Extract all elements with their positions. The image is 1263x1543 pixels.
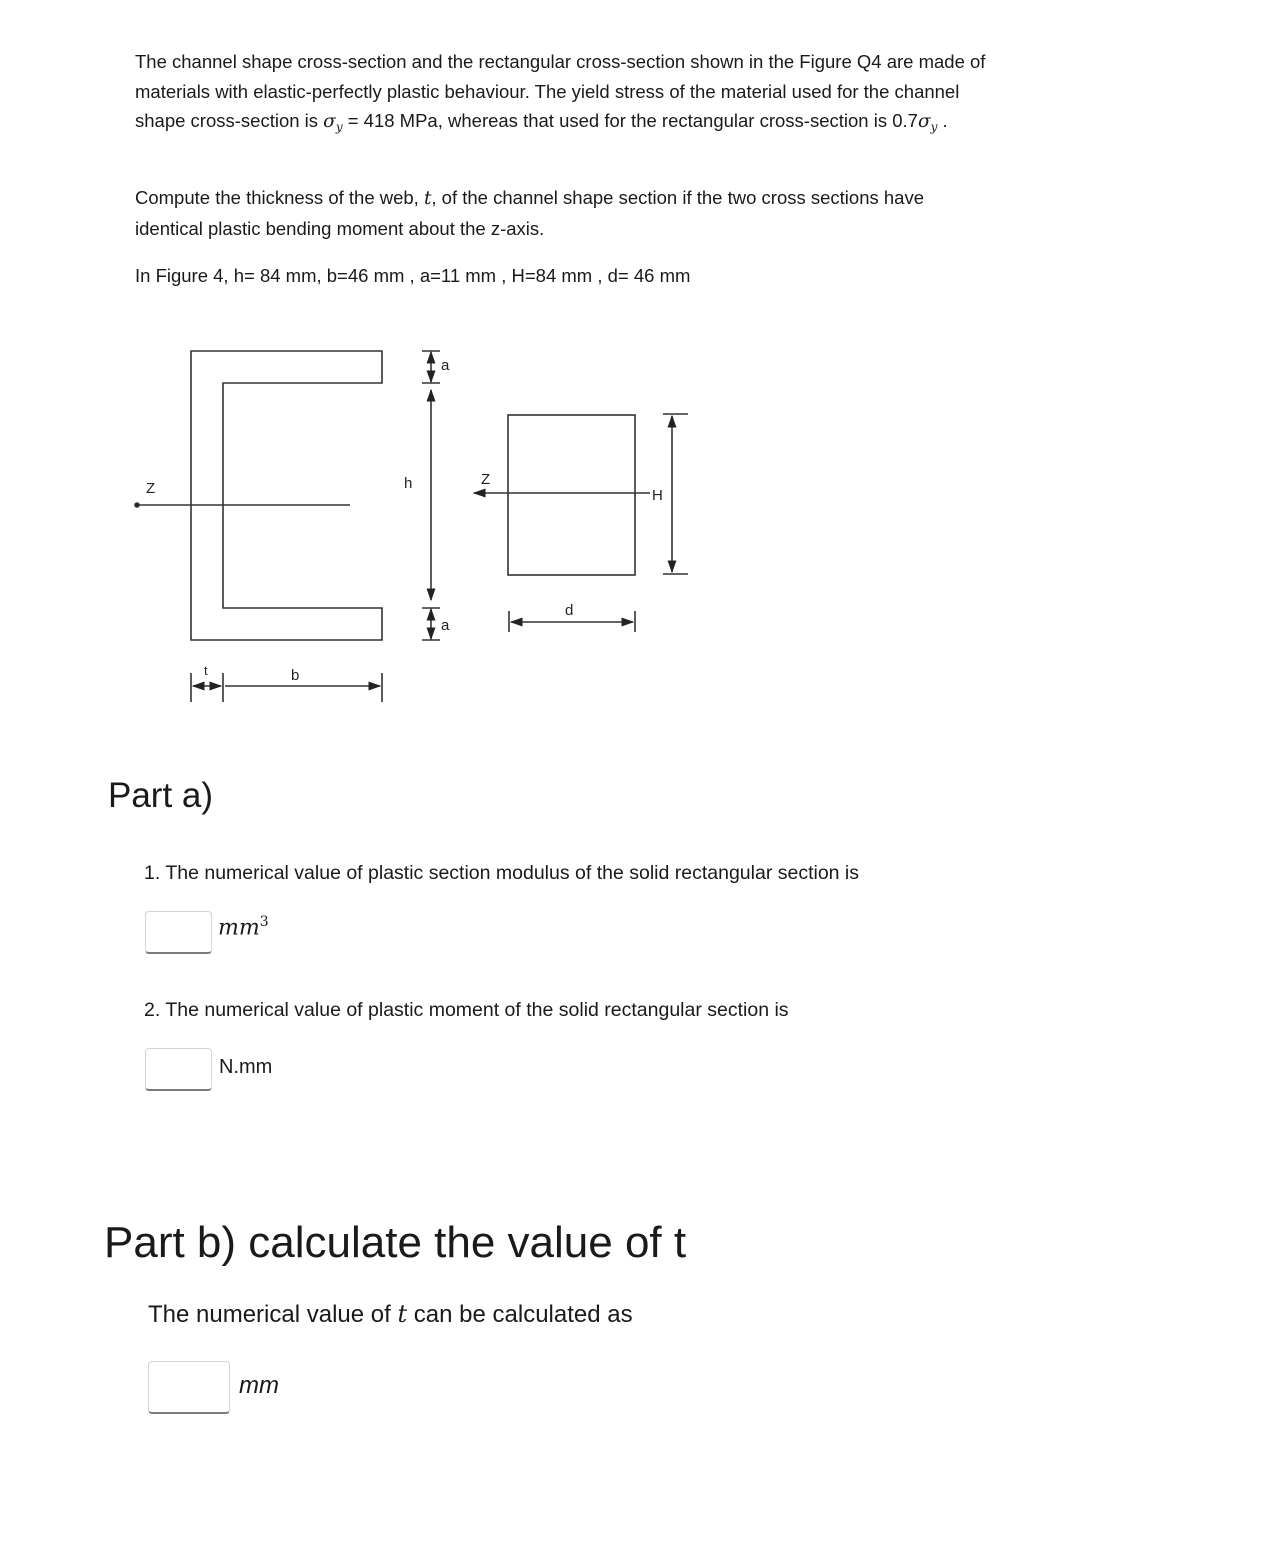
sigma-symbol: σ [323,111,336,132]
question-2: 2. The numerical value of plastic moment of the solid rectangular section is [144,999,789,1021]
part-b-heading: Part b) calculate the value of t [104,1218,687,1267]
answer-t-unit: mm [239,1372,279,1399]
answer-2-unit: N.mm [219,1056,273,1078]
question-1: 1. The numerical value of plastic section modulus of the solid rectangular section is [144,862,860,884]
answer-1-unit: $mm^3$ [218,914,269,941]
answer-t-input[interactable] [148,1361,230,1414]
label-H: H [652,487,663,504]
label-a-bottom: a [441,617,450,634]
rectangular-section [508,415,635,575]
figure-q4 [0,330,760,720]
label-d: d [565,602,574,619]
label-b: b [291,667,300,684]
label-t: t [204,663,208,678]
label-h: h [404,475,413,492]
task-statement: Compute the thickness of the web, t, of the channel shape section if the two cross sections have identical plastic bending moment about the z-axis. [135,187,924,239]
channel-section [191,351,382,640]
answer-1-input[interactable] [145,911,212,954]
problem-statement: The channel shape cross-section and the rectangular cross-section shown in the Figure Q4 are made of materials with elastic-perfectly plastic behaviour. The yield stress of the material used for the channel shape cross-section is $\sigma_y = 418$ MPa, whereas that used for the rectangular cross-section is $0.7\sigma_y$ . [135,51,986,134]
part-a-heading: Part a) [108,776,214,815]
label-z-right: Z [481,471,491,488]
given-dimensions: In Figure 4, h= 84 mm, b=46 mm , a=11 mm , H=84 mm , d= 46 mm [135,265,691,286]
label-a-top: a [441,357,450,374]
part-b-question: The numerical value of t can be calculated as [148,1300,633,1328]
label-z-left: Z [146,480,156,497]
answer-2-input[interactable] [145,1048,212,1091]
